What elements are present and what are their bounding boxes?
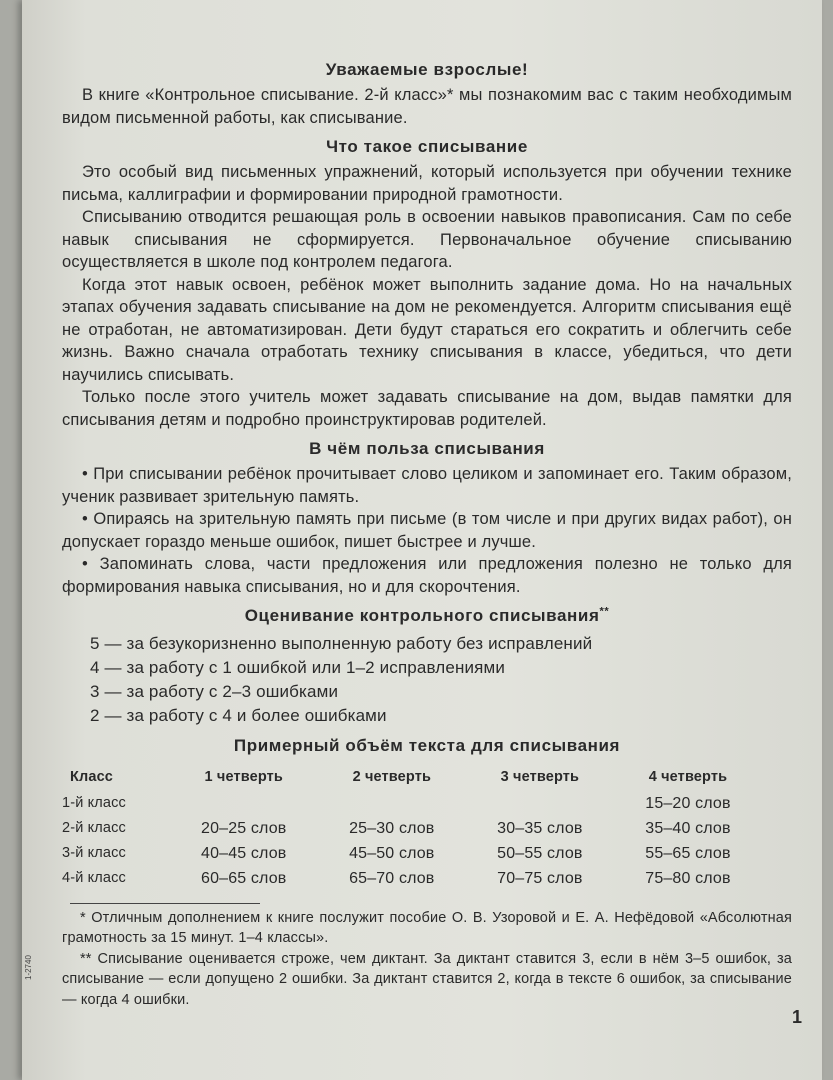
bullet-item: • При списывании ребёнок прочитывает слово целиком и запоминает его. Таким образом, ученик развивает зрительную память. bbox=[62, 465, 792, 506]
bullet-item: • Запоминать слова, части предложения или предложения полезно не только для формирования навыка списывания, но и для скорочтения. bbox=[62, 555, 792, 596]
page-number: 1 bbox=[791, 1007, 802, 1027]
volume-table bbox=[62, 764, 762, 891]
table-cell: 55–65 слов bbox=[645, 844, 731, 862]
bullet-item: • Опираясь на зрительную память при письме (в том числе и при других видах работ), он допускает гораздо меньше ошибок, пишет быстрее и лучше. bbox=[62, 510, 792, 551]
table-cell: 70–75 слов bbox=[497, 869, 583, 887]
book-page bbox=[22, 0, 822, 1080]
page-content bbox=[62, 52, 792, 1010]
table-cell bbox=[170, 791, 318, 816]
column-header: 2 четверть bbox=[352, 769, 432, 785]
footnote-divider bbox=[70, 903, 260, 904]
table-cell: 40–45 слов bbox=[201, 844, 287, 862]
table-cell: 25–30 слов bbox=[349, 819, 435, 837]
main-heading: Уважаемые взрослые! bbox=[325, 60, 529, 79]
table-cell: 60–65 слов bbox=[201, 869, 287, 887]
table-cell: 50–55 слов bbox=[497, 844, 583, 862]
section-title-volume: Примерный объём текста для списывания bbox=[233, 736, 621, 755]
section-title-benefits: В чём польза списывания bbox=[309, 439, 545, 458]
table-cell: 35–40 слов bbox=[645, 819, 731, 837]
column-header: 1 четверть bbox=[204, 769, 283, 785]
table-cell: 1-й класс bbox=[62, 794, 126, 811]
table-row bbox=[62, 841, 762, 866]
column-header: 4 четверть bbox=[648, 769, 728, 785]
table-row bbox=[62, 816, 762, 841]
table-cell: 4-й класс bbox=[62, 869, 126, 886]
table-cell bbox=[466, 791, 614, 816]
column-header: Класс bbox=[70, 769, 114, 785]
grading-title-text: Оценивание контрольного списывания bbox=[244, 606, 600, 625]
table-cell bbox=[318, 791, 466, 816]
section-title-grading bbox=[62, 604, 792, 628]
table-cell: 65–70 слов bbox=[349, 869, 435, 887]
table-cell: 75–80 слов bbox=[645, 869, 731, 887]
table-cell: 30–35 слов bbox=[497, 819, 583, 837]
column-header: 3 четверть bbox=[500, 769, 580, 785]
footnote: * Отличным дополнением к книге послужит пособие О. В. Узоровой и Е. А. Нефёдовой «Абсолютная грамотность за 15 минут. 1–4 классы». bbox=[62, 909, 792, 946]
section-title-what-is: Что такое списывание bbox=[326, 137, 528, 156]
print-code: 1-2740 bbox=[24, 955, 33, 980]
grade-item: 3 — за работу с 2–3 ошибками bbox=[90, 682, 339, 701]
grade-item: 2 — за работу с 4 и более ошибками bbox=[90, 706, 387, 725]
table-header-row bbox=[62, 764, 762, 791]
table-cell: 2-й класс bbox=[62, 819, 126, 836]
paragraph: Только после этого учитель может задавать списывание на дом, выдав памятки для списывания детям и подробно проинструктировав родителей. bbox=[62, 388, 792, 429]
table-cell: 20–25 слов bbox=[201, 819, 287, 837]
paragraph: Это особый вид письменных упражнений, который используется при обучении технике письма, каллиграфии и формировании природной грамотности. bbox=[62, 163, 792, 204]
grade-item: 5 — за безукоризненно выполненную работу без исправлений bbox=[90, 634, 593, 653]
intro-paragraph: В книге «Контрольное списывание. 2-й класс»* мы познакомим вас с таким необходимым видом письменной работы, как списывание. bbox=[62, 86, 792, 127]
table-cell: 45–50 слов bbox=[349, 844, 435, 862]
footnote: ** Списывание оценивается строже, чем диктант. За диктант ставится 3, если в нём 3–5 ошибок, за списывание — если допущено 2 ошибки. За диктант ставится 2, когда в тексте 6 ошибок, за списывание — когда 4 ошибки. bbox=[62, 950, 792, 1008]
table-cell: 3-й класс bbox=[62, 844, 126, 861]
paragraph: Когда этот навык освоен, ребёнок может выполнить задание дома. Но на начальных этапах обучения задавать списывание на дом не рекомендуется. Алгоритм списывания ещё не отработан, не автоматизирован. Дети будут стараться его сократить и облегчить себе жизнь. Важно сначала отработать технику списывания в классе, убедиться, что дети научились списывать. bbox=[62, 275, 792, 384]
footnote-mark: ** bbox=[599, 605, 610, 618]
grade-item: 4 — за работу с 1 ошибкой или 1–2 исправлениями bbox=[90, 658, 505, 677]
table-cell: 15–20 слов bbox=[645, 794, 731, 812]
grade-list bbox=[90, 632, 792, 728]
paragraph: Списыванию отводится решающая роль в освоении навыков правописания. Сам по себе навык списывания не сформируется. Первоначальное обучение списыванию осуществляется в школе под контролем педагога. bbox=[62, 208, 792, 271]
table-row bbox=[62, 866, 762, 891]
table-row bbox=[62, 791, 762, 816]
